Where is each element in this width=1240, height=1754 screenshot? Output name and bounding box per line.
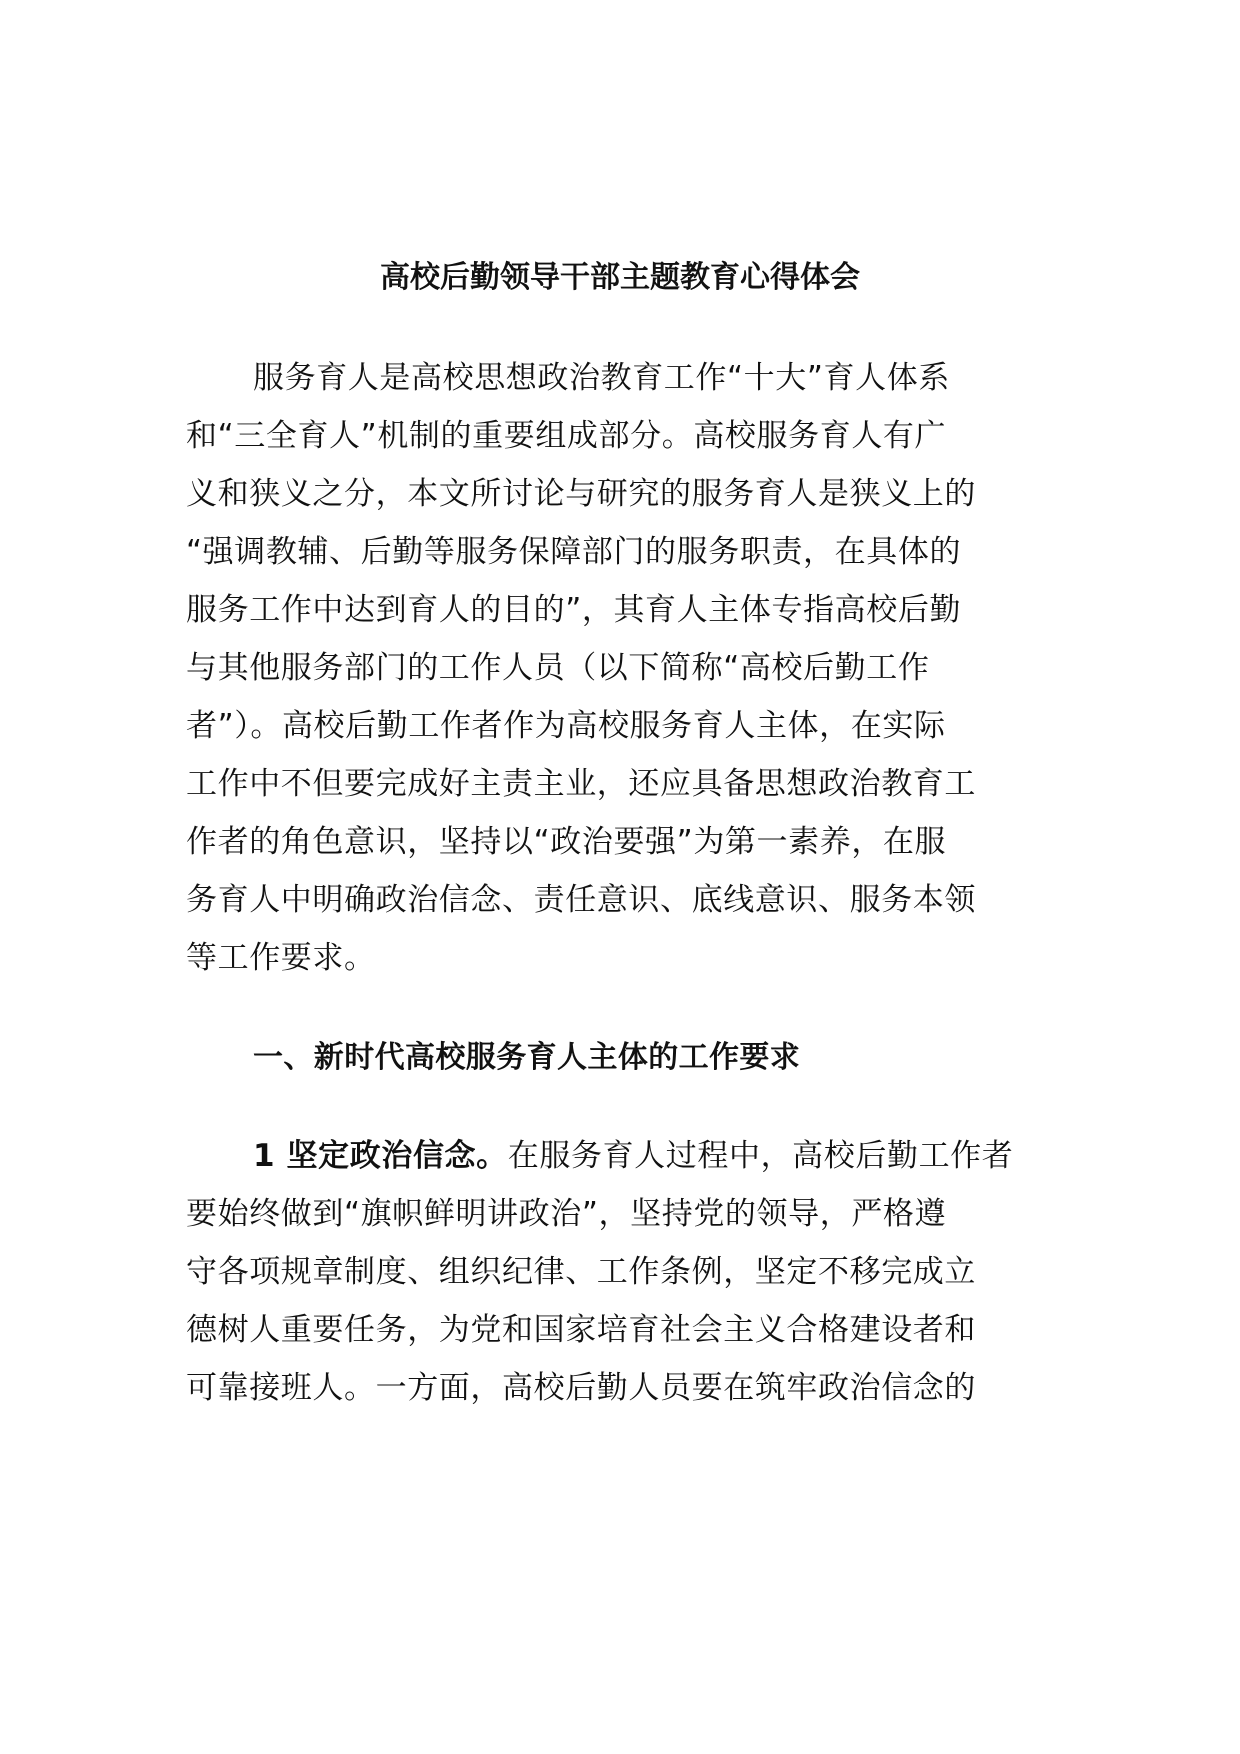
- section-heading: 一、新时代高校服务育人主体的工作要求: [253, 1040, 801, 1075]
- paragraph-line: 可靠接班人。一方面，高校后勤人员要在筑牢政治信念的: [186, 1370, 976, 1406]
- paragraph-line: 和“三全育人”机制的重要组成部分。高校服务育人有广: [186, 418, 947, 454]
- paragraph-line: “强调教辅、后勤等服务保障部门的服务职责，在具体的: [186, 534, 962, 570]
- paragraph-line: 务育人中明确政治信念、责任意识、底线意识、服务本领: [186, 882, 976, 918]
- paragraph-line: 服务育人是高校思想政治教育工作“十大”育人体系: [253, 360, 950, 396]
- paragraph-line-rest: 在服务育人过程中，高校后勤工作者: [507, 1138, 1014, 1174]
- paragraph-line: 工作中不但要完成好主责主业，还应具备思想政治教育工: [186, 766, 976, 802]
- paragraph-line: 德树人重要任务，为党和国家培育社会主义合格建设者和: [186, 1312, 976, 1348]
- paragraph-line: 守各项规章制度、组织纪律、工作条例，坚定不移完成立: [186, 1254, 976, 1290]
- paragraph-line: 与其他服务部门的工作人员（以下简称“高校后勤工作: [186, 650, 930, 686]
- paragraph-line: 要始终做到“旗帜鲜明讲政治”，坚持党的领导，严格遵: [186, 1196, 947, 1232]
- paragraph-lead-bold: 1 坚定政治信念。: [253, 1138, 508, 1174]
- paragraph-line: 者”）。高校后勤工作者作为高校服务育人主体，在实际: [186, 708, 946, 744]
- paragraph-line: 服务工作中达到育人的目的”，其育人主体专指高校后勤: [186, 592, 962, 628]
- paragraph-line: 等工作要求。: [186, 940, 376, 976]
- paragraph-line: 义和狭义之分，本文所讨论与研究的服务育人是狭义上的: [186, 476, 976, 512]
- paragraph-line: 作者的角色意识，坚持以“政治要强”为第一素养，在服: [186, 824, 947, 860]
- paragraph-line: [253, 1136, 1013, 1176]
- document-title: 高校后勤领导干部主题教育心得体会: [380, 260, 860, 295]
